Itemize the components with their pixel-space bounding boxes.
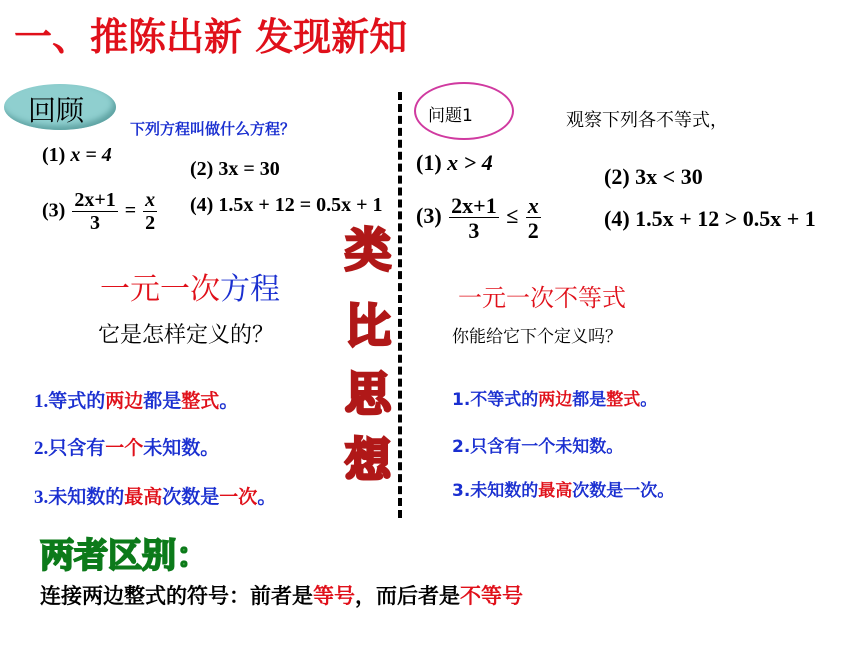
left-rule-1: 1.等式的两边都是整式。 bbox=[34, 390, 239, 412]
difference-title: 两者区别： bbox=[40, 536, 210, 576]
define-question-left: 它是怎样定义的？ bbox=[98, 323, 275, 348]
analogy-char-1: 类 bbox=[345, 223, 391, 277]
term-linear-equation: 一元一次方程 bbox=[100, 272, 280, 307]
difference-text: 连接两边整式的符号：前者是等号，而后者是不等号 bbox=[40, 584, 523, 608]
center-divider bbox=[398, 92, 402, 518]
left-rule-3: 3.未知数的最高次数是一次。 bbox=[34, 486, 277, 508]
equation-4: (4) 1.5x + 12 = 0.5x + 1 bbox=[190, 194, 383, 216]
left-rule-2: 2.只含有一个未知数。 bbox=[34, 437, 220, 459]
review-badge-label: 回顾 bbox=[28, 94, 85, 127]
problem-badge-label: 问题1 bbox=[428, 106, 473, 126]
inequality-2: (2) 3x < 30 bbox=[604, 164, 703, 189]
observe-text: 观察下列各不等式， bbox=[566, 110, 728, 131]
define-question-right: 你能给它下个定义吗？ bbox=[452, 327, 622, 347]
analogy-char-2: 比 bbox=[345, 299, 391, 353]
right-rule-2: 2.只含有一个未知数。 bbox=[452, 437, 624, 457]
term-linear-inequality: 一元一次不等式 bbox=[458, 284, 626, 312]
analogy-char-4: 想 bbox=[345, 433, 391, 487]
inequality-4: (4) 1.5x + 12 > 0.5x + 1 bbox=[604, 206, 816, 231]
page-title: 一、推陈出新 发现新知 bbox=[14, 14, 408, 59]
review-question: 下列方程叫做什么方程？ bbox=[130, 120, 296, 138]
inequality-3: (3) $\frac{2x+1}{3}$ ≤ $\frac{x}{2}$ bbox=[416, 193, 539, 244]
right-rule-3: 3.未知数的最高次数是一次。 bbox=[452, 481, 675, 501]
equation-2: (2) 3x = 30 bbox=[190, 158, 280, 180]
analogy-char-3: 思 bbox=[345, 367, 391, 421]
inequality-1: (1) x > 4 bbox=[416, 150, 493, 175]
equation-1: (1) x = 4 bbox=[42, 144, 112, 166]
equation-3: (3) $\frac{2x+1}{3}$ = $\frac{x}{2}$ bbox=[42, 189, 156, 234]
right-rule-1: 1.不等式的两边都是整式。 bbox=[452, 390, 658, 410]
